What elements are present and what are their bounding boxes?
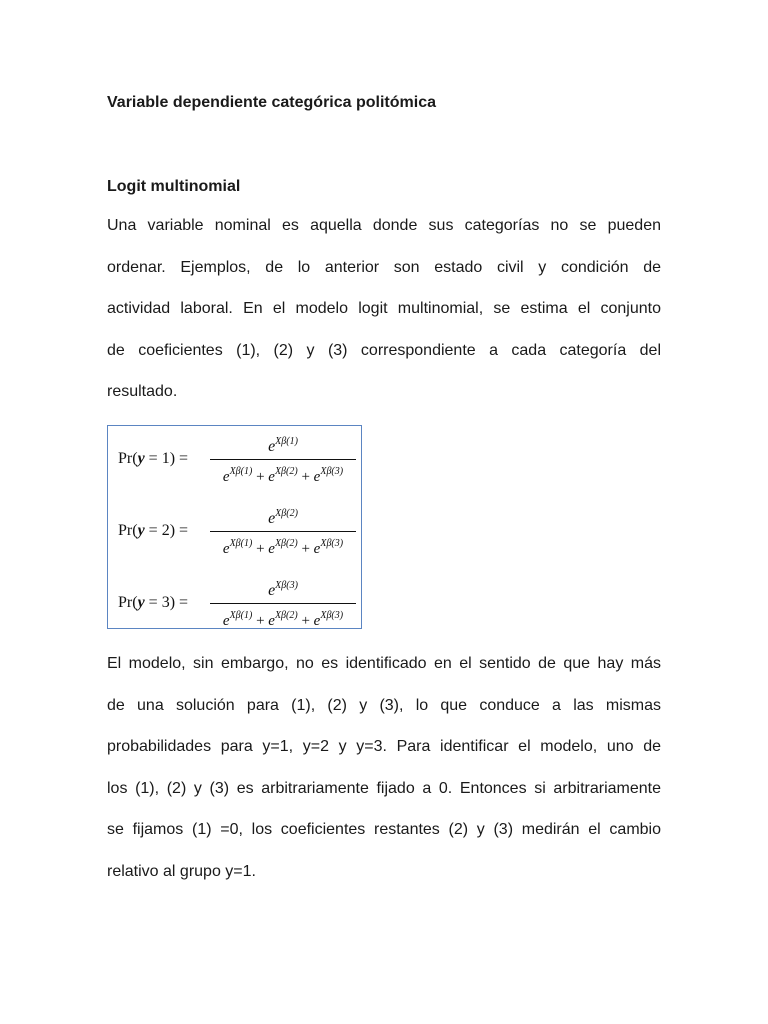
exponent: Xβ(1) bbox=[229, 538, 253, 549]
equation-lhs: Pr(y = 2) = bbox=[118, 522, 189, 539]
paragraph-line: de coeficientes (1), (2) y (3) correspondiente a cada categoría del bbox=[107, 341, 661, 359]
paragraph-line: actividad laboral. En el modelo logit multinomial, se estima el conjunto bbox=[107, 300, 661, 318]
fraction-bar bbox=[210, 603, 356, 604]
exponent: Xβ(1) bbox=[229, 466, 253, 477]
equation-denominator: $e^{X\beta(1)} + e^{X\beta(2)} + e^{X\beta(3)}$ bbox=[222, 610, 344, 629]
fraction-bar bbox=[210, 459, 356, 460]
paragraph-line: los (1), (2) y (3) es arbitrariamente fijado a 0. Entonces si arbitrariamente bbox=[107, 779, 661, 797]
exponent: Xβ(3) bbox=[320, 466, 344, 477]
paragraph-2 bbox=[107, 654, 661, 904]
paragraph-line: Una variable nominal es aquella donde sus categorías no se pueden bbox=[107, 217, 661, 234]
section-heading: Logit multinomial bbox=[107, 178, 241, 195]
exponent: Xβ(3) bbox=[320, 538, 344, 549]
exponent: Xβ(3) bbox=[320, 610, 344, 621]
equation-3 bbox=[118, 576, 358, 632]
paragraph-line: resultado. bbox=[107, 383, 178, 401]
equation-1 bbox=[118, 432, 358, 488]
exponent: Xβ(1) bbox=[275, 436, 298, 447]
paragraph-line: se fijamos (1) =0, los coeficientes restantes (2) y (3) medirán el cambio bbox=[107, 821, 661, 839]
equation-lhs: Pr(y = 1) = bbox=[118, 450, 189, 467]
equation-numerator: $e^{X\beta(3)}$ bbox=[268, 580, 298, 599]
exponent: Xβ(2) bbox=[275, 508, 298, 519]
equation-denominator: $e^{X\beta(1)} + e^{X\beta(2)} + e^{X\beta(3)}$ bbox=[222, 466, 344, 485]
equation-numerator: $e^{X\beta(2)}$ bbox=[268, 508, 298, 527]
exponent: Xβ(3) bbox=[275, 580, 298, 591]
equation-lhs: Pr(y = 3) = bbox=[118, 594, 189, 611]
equation-box bbox=[107, 425, 362, 629]
equation-numerator: $e^{X\beta(1)}$ bbox=[268, 436, 298, 455]
paragraph-line: ordenar. Ejemplos, de lo anterior son estado civil y condición de bbox=[107, 258, 661, 276]
equation-denominator: $e^{X\beta(1)} + e^{X\beta(2)} + e^{X\beta(3)}$ bbox=[222, 538, 344, 557]
paragraph-line: relativo al grupo y=1. bbox=[107, 862, 256, 880]
paragraph-1 bbox=[107, 216, 661, 424]
exponent: Xβ(2) bbox=[274, 466, 298, 477]
exponent: Xβ(1) bbox=[229, 610, 253, 621]
document-title: Variable dependiente categórica politómica bbox=[107, 94, 436, 111]
paragraph-line: El modelo, sin embargo, no es identificado en el sentido de que hay más bbox=[107, 655, 661, 672]
equation-2 bbox=[118, 504, 358, 560]
paragraph-line: probabilidades para y=1, y=2 y y=3. Para identificar el modelo, uno de bbox=[107, 738, 661, 756]
exponent: Xβ(2) bbox=[274, 538, 298, 549]
paragraph-line: de una solución para (1), (2) y (3), lo que conduce a las mismas bbox=[107, 696, 661, 714]
fraction-bar bbox=[210, 531, 356, 532]
exponent: Xβ(2) bbox=[274, 610, 298, 621]
